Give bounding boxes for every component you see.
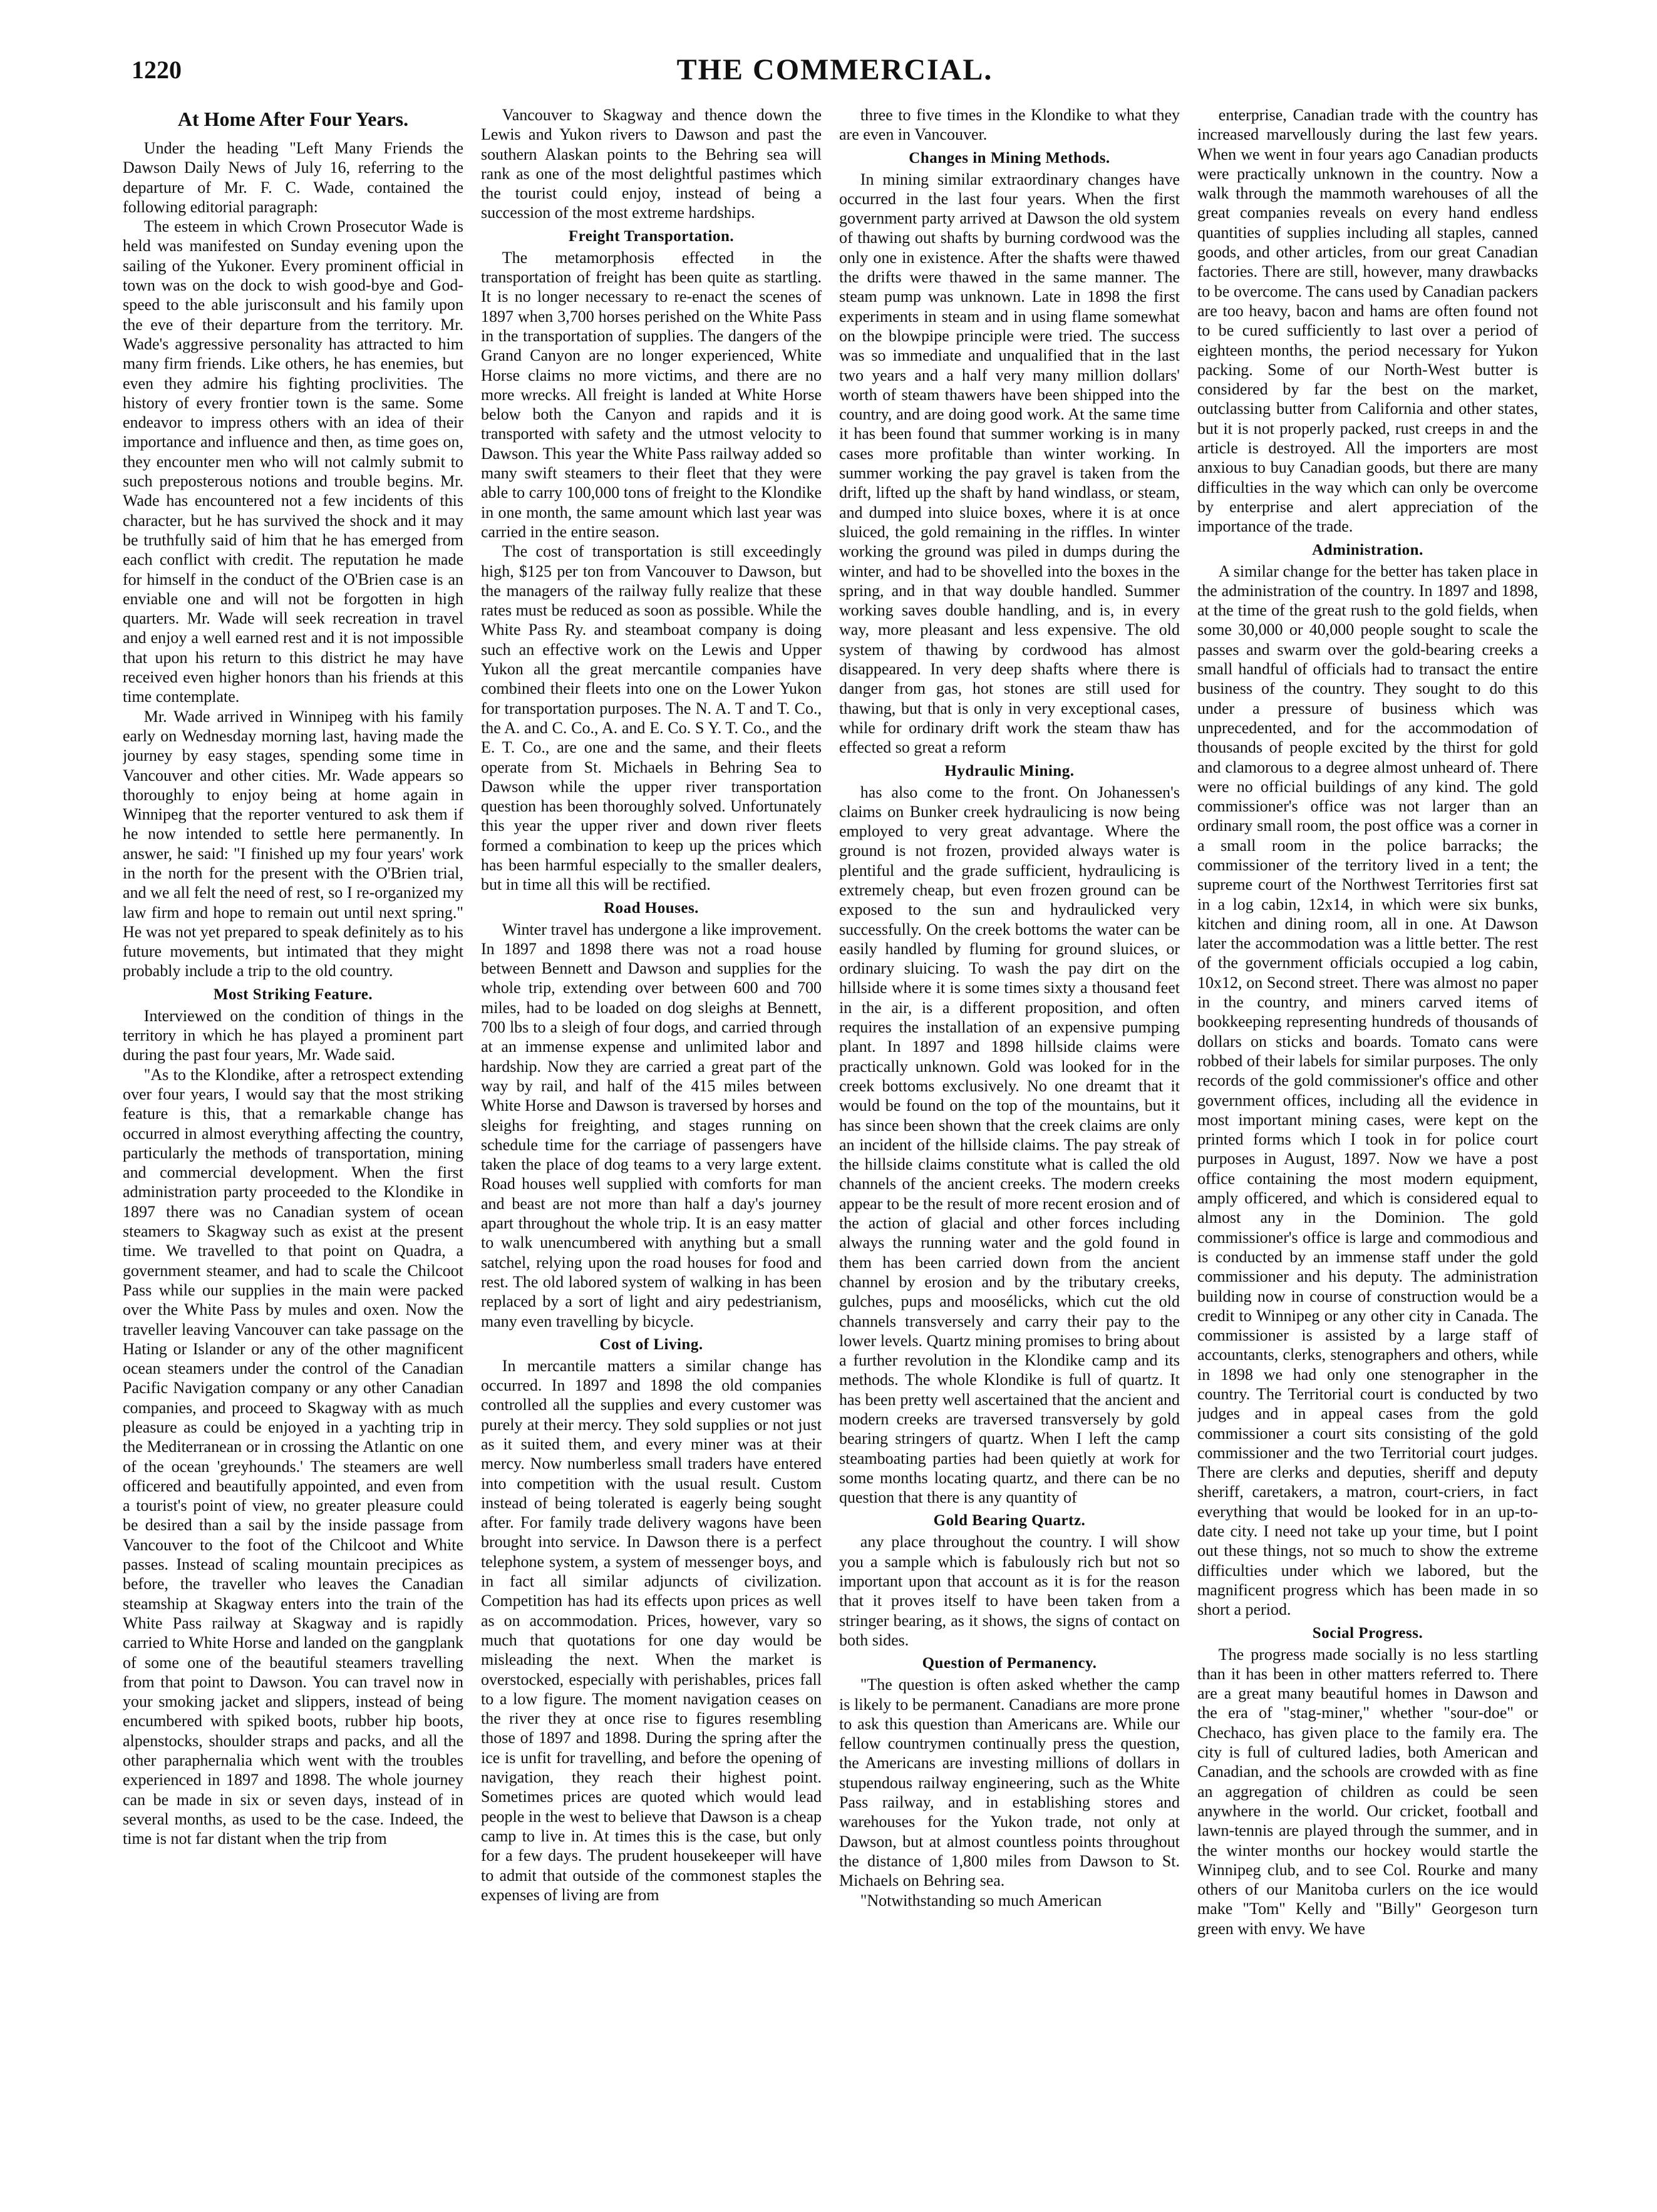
- paragraph: any place throughout the country. I will show you a sample which is fabulously rich but not so important upon that account as it is for the reason that it proves itself to have been taken from a stringer bearing, as it shows, the signs of contact on both sides.: [839, 1533, 1180, 1649]
- section-heading: Most Striking Feature.: [213, 985, 373, 1003]
- column-1: [123, 105, 463, 2196]
- paragraph: The cost of transportation is still exceedingly high, $125 per ton from Vancouver to Dawson, but the managers of the railway fully realize that these rates must be reduced as soon as possible. While the White Pass Ry. and steamboat company is doing such an effective work on the Lewis and Upper Yukon all the great mercantile companies have combined their fleets into one on the Lower Yukon for transportation purposes. The N. A. T and T. Co., the A. and C. Co., A. and E. Co. S Y. T. Co., and the E. T. Co., are one and the same, and their fleets operate from St. Michaels in Behring Sea to Dawson while the upper river transportation question has been thoroughly solved. Unfortunately this year the upper river and down river fleets formed a combination to keep up the prices which has been harmful especially to the smaller dealers, but in time all this will be rectified.: [481, 542, 822, 894]
- paragraph: The metamorphosis effected in the transportation of freight has been quite as startling. It is no longer necessary to re-enact the scenes of 1897 when 3,700 horses perished on the White Pass in the transportation of supplies. The dangers of the Grand Canyon are no longer experienced, White Horse claims no more victims, and there are no more wrecks. All freight is landed at White Horse below both the Canyon and rapids and it is transported with safety and the utmost velocity to Dawson. This year the White Pass railway added so many swift steamers to their fleet that they were able to carry 100,000 tons of freight to the Klondike in one month, the same amount which last year was carried in the entire season.: [481, 248, 822, 541]
- paragraph: The esteem in which Crown Prosecutor Wade is held was manifested on Sunday evening upon the sailing of the Yukoner. Every prominent official in town was on the dock to wish good-bye and God-speed to the able jurisconsult and his family upon the eve of their departure from the territory. Mr. Wade's aggressive personality has attracted to him many firm friends. Like others, he has enemies, but even they admire his fighting proclivities. The history of every frontier town is the same. Some endeavor to impress others with an idea of their importance and influence and then, as time goes on, they encounter men who will not calmly submit to such preposterous notions and trouble begins. Mr. Wade has encountered not a few incidents of this character, but he has survived the shock and it may be truthfully said of him that he has emerged from each conflict with credit. The reputation he made for himself in the conduct of the O'Brien case is an enviable one and will not be forgotten in high quarters. Mr. Wade will seek recreation in travel and enjoy a well earned rest and it is not impossible that upon his return to this district he may have received even higher honors than his friends at this time contemplate.: [123, 217, 463, 706]
- paragraph: "Notwithstanding so much American: [860, 1891, 1102, 1910]
- section-heading: Administration.: [1312, 541, 1423, 558]
- paragraph: three to five times in the Klondike to what they are even in Vancouver.: [839, 106, 1180, 144]
- paragraph: Vancouver to Skagway and thence down the Lewis and Yukon rivers to Dawson and past the southern Alaskan points to the Behring sea will rank as one of the most delightful pastimes which the tourist could enjoy, instead of being a succession of the most extreme hardships.: [481, 106, 822, 222]
- paragraph: enterprise, Canadian trade with the country has increased marvellously during the last few years. When we went in four years ago Canadian products were practically unknown in the country. Now a walk through the mammoth warehouses of all the great companies reveals on every hand endless quantities of supplies including all staples, canned goods, and other articles, from our great Canadian factories. There are still, however, many drawbacks to be overcome. The cans used by Canadian packers are too heavy, bacon and hams are often found not to be cured sufficiently to last over a period of eighteen months, the period necessary for Yukon packing. Some of our North-West butter is considered by far the best on the market, outclassing butter from California and other states, but it is not properly packed, rust creeps in and the article is destroyed. All the importers are most anxious to buy Canadian goods, but there are many difficulties in the way which can only be overcome by enterprise and alert appreciation of the importance of the trade.: [1197, 106, 1538, 536]
- paragraph: "As to the Klondike, after a retrospect extending over four years, I would say that the most striking feature is this, that a remarkable change has occurred in almost everything affecting the country, particularly the methods of transportation, mining and commercial development. When the first administration party proceeded to the Klondike in 1897 there was no Canadian system of ocean steamers to Skagway such as exist at the present time. We travelled to that point on Quadra, a government steamer, and had to scale the Chilcoot Pass while our supplies in the main were packed over the White Pass by mules and oxen. Now the traveller leaving Vancouver can take passage on the Hating or Islander or any of the other magnificent ocean steamers under the control of the Canadian Pacific Navigation company or any other Canadian companies, and proceed to Skagway with as much pleasure as could be enjoyed in a yachting trip in the Mediterranean or in crossing the Atlantic on one of the ocean 'greyhounds.' The steamers are well officered and beautifully appointed, and even from a tourist's point of view, no greater pleasure could be desired than a sail by the inside passage from Vancouver to the foot of the Chilcoot and White passes. Instead of scaling mountain precipices as before, the traveller who leaves the Canadian steamship at Skagway enters into the train of the White Pass railway at Skagway and is rapidly carried to White Horse and landed on the gangplank of some one of the beautiful steamers travelling from that point to Dawson. You can travel now in your smoking jacket and slippers, instead of being encumbered with spiked boots, rubber hip boots, alpenstocks, shoulder straps and packs, and all the other paraphernalia which went with the troubles experienced in 1897 and 1898. The whole journey can be made in six or seven days, instead of in several months, as used to be the case. Indeed, the time is not far distant when the trip from: [123, 1065, 463, 1848]
- section-heading: Question of Permanency.: [922, 1655, 1097, 1672]
- paragraph: In mining similar extraordinary changes have occurred in the last four years. When the first government party arrived at Dawson the old system of thawing out shafts by burning cordwood was the only one in existence. After the shafts were thawed the drifts were thawed in the same manner. The steam pump was unknown. Late in 1898 the first experiments in steam and in using flame somewhat on the blowpipe principle were tried. The success was so immediate and unqualified that in the last two years and a half very many million dollars' worth of steam thawers have been shipped into the country, and are doing good work. At the same time it has been found that summer working is in many cases more profitable than winter working. In summer working the pay gravel is taken from the drift, lifted up the shaft by hand windlass, or steam, and dumped into sluice boxes, where it is at once sluiced, the gold remaining in the riffles. In winter working the ground was piled in dumps during the winter, and had to be shovelled into the boxes in the spring, and in that way double handled. Summer working saves double handling, and is, in every way, more pleasant and less expensive. The old system of thawing by cordwood has almost disappeared. In very deep shafts where there is danger from gas, hot stones are still used for thawing, but that is only in very exceptional cases, while for ordinary drift work the steam thaw has effected so great a reform: [839, 170, 1180, 757]
- column-4: [1197, 105, 1538, 2196]
- paragraph: Winter travel has undergone a like improvement. In 1897 and 1898 there was not a road house between Bennett and Dawson and supplies for the whole trip, extending over between 600 and 700 miles, had to be loaded on dog sleighs at Bennett, 700 lbs to a sleigh of four dogs, and carried through at an immense expense and unlimited labor and hardship. Now they are carried a great part of the way by rail, and half of the 415 miles between White Horse and Dawson is traversed by horses and sleighs for freighting, and stages running on schedule time for the carriage of passengers have taken the place of dog teams to a very large extent. Road houses well supplied with comforts for man and beast are not more than half a day's journey apart throughout the whole trip. It is an easy matter to walk unencumbered with anything but a small satchel, relying upon the road houses for food and rest. The old labored system of walking in has been replaced by a sort of light and airy pedestrianism, many even travelling by bicycle.: [481, 920, 822, 1330]
- page-header: [132, 53, 1538, 103]
- section-heading: Road Houses.: [604, 899, 699, 917]
- article-columns: [123, 105, 1538, 2196]
- masthead: THE COMMERCIAL.: [676, 53, 993, 86]
- column-2: [481, 105, 822, 2196]
- paragraph: In mercantile matters a similar change has occurred. In 1897 and 1898 the old companies controlled all the supplies and every customer was purely at their mercy. They sold supplies or not just as it suited them, and every miner was at their mercy. Now numberless small traders have entered into competition with the usual result. Custom instead of being tolerated is eagerly being sought after. For family trade delivery wagons have been brought into service. In Dawson there is a perfect telephone system, a system of messenger boys, and in fact all similar adjuncts of civilization. Competition has had its effects upon prices as well as on accommodation. Prices, however, vary so much that quotations for one day would be misleading the next. When the market is overstocked, especially with perishables, prices fall to a low figure. The moment navigation ceases on the river they at once rise to figures resembling those of 1897 and 1898. During the spring after the ice is unfit for travelling, and before the opening of navigation, they reach their highest point. Sometimes prices are quoted which would lead people in the west to believe that Dawson is a cheap camp to live in. At times this is the case, but only for a few days. The prudent housekeeper will have to admit that outside of the commonest staples the expenses of living are from: [481, 1356, 822, 1904]
- article-title: At Home After Four Years.: [177, 108, 409, 130]
- paragraph: A similar change for the better has taken place in the administration of the country. In 1897 and 1898, at the time of the great rush to the gold fields, when some 30,000 or 40,000 people sought to scale the passes and swarm over the gold-bearing creeks a small handful of officials had to transact the entire business of the country. They sought to do this under a pressure of business which was unprecedented, and for the accommodation of thousands of people excited by the thirst for gold and clamorous to a degree almost unheard of. There were no official buildings of any kind. The gold commissioner's office was not larger than an ordinary small room, the post office was a corner in a small room in the police barracks; the commissioner of the territory lived in a tent; the supreme court of the Northwest Territories first sat in a log cabin, 12x14, in which were six bunks, kitchen and dining room, all in one. At Dawson later the accommodation was a little better. The rest of the government officials occupied a log cabin, 10x12, on Second street. There was almost no paper in the country, and miners carved items of bookkeeping representing hundreds of thousands of dollars on sticks and boards. Tomato cans were robbed of their labels for similar purposes. The only records of the gold commissioner's office and other government offices, including all the evidence in most important mining cases, were kept on the printed forms which I took in for police court purposes in August, 1897. Now we have a post office containing the most modern equipment, amply officered, and which is considered equal to almost any in the Dominion. The gold commissioner's office is large and commodious and is conducted by an immense staff under the gold commissioner and his deputy. The administration building now in course of construction would be a credit to Winnipeg or any other city in Canada. The commissioner is assisted by a large staff of accountants, clerks, stenographers and others, while in 1898 we had only one stenographer in the country. The Territorial court is conducted by two judges and in appeal cases from the gold commissioner a court sits consisting of the gold commissioner and the two Territorial court judges. There are clerks and deputies, sheriff and deputy sheriff, caretakers, a matron, court-criers, in fact everything that would be looked for in an up-to-date city. I need not take up your time, but I point out these things, not so much to show the extreme difficulties under which we labored, but the magnificent progress which has been made in so short a period.: [1197, 562, 1538, 1619]
- paragraph: "The question is often asked whether the camp is likely to be permanent. Canadians are more prone to ask this question than Americans are. While our fellow countrymen continually press the question, the Americans are investing millions of dollars in stupendous railway engineering, such as the White Pass railway, and in establishing stores and warehouses for the Yukon trade, not only at Dawson, but at almost countless points throughout the distance of 1,800 miles from Dawson to St. Michaels on Behring sea.: [839, 1675, 1180, 1890]
- paragraph: The progress made socially is no less startling than it has been in other matters referred to. There are a great many beautiful homes in Dawson and the era of "stag-miner," whether "sour-doe" or Chechaco, has given place to the family era. The city is full of cultured ladies, both American and Canadian, and the schools are crowded with as fine an aggregation of children as could be seen anywhere in the world. Our cricket, football and lawn-tennis are played through the summer, and in the winter months our hockey would startle the Winnipeg club, and to see Col. Rourke and many others of our Manitoba curlers on the ice would make "Tom" Kelly and "Billy" Georgeson turn green with envy. We have: [1197, 1645, 1538, 1938]
- section-heading: Hydraulic Mining.: [944, 762, 1075, 779]
- page-number: 1220: [132, 56, 182, 84]
- section-heading: Changes in Mining Methods.: [909, 149, 1110, 167]
- column-3: [839, 105, 1180, 2196]
- section-heading: Gold Bearing Quartz.: [933, 1512, 1086, 1530]
- paragraph: Mr. Wade arrived in Winnipeg with his family early on Wednesday morning last, having made the journey by easy stages, spending some time in Vancouver and other cities. Mr. Wade appears so thoroughly to enjoy being at home again in Winnipeg that the reporter ventured to ask them if he now intended to settle here permanently. In answer, he said: "I finished up my four years' work in the north for the present with the O'Brien trial, and we all felt the need of rest, so I re-organized my law firm and hope to remain out until next spring." He was not yet prepared to speak definitely as to his future movements, but intimated that they might probably include a trip to the old country.: [123, 707, 463, 980]
- paragraph: has also come to the front. On Johanessen's claims on Bunker creek hydraulicing is now being employed to very great advantage. Where the ground is not frozen, provided always water is plentiful and the grade sufficient, hydraulicing is extremely cheap, but even frozen ground can be exposed to the sun and hydraulicked very successfully. On the creek bottoms the water can be easily handled by fluming for ground sluices, or ordinary sluicing. To wash the pay dirt on the hillside where it is some times sixty a thousand feet in the air, is a different proposition, and often requires the installation of an expensive pumping plant. In 1897 and 1898 hillside claims were practically unknown. Gold was looked for in the creek bottoms exclusively. No one dreamt that it would be found on the top of the mountains, but it has since been shown that the creek claims are only an incident of the hillside claims. The pay streak of the hillside claims constitute what is called the old channels of the ancient creeks. The modern creeks appear to be the result of more recent erosion and of the action of glacial and other forces including always the running water and the gold found in them has been carried down from the ancient channel by erosion and by the tributary creeks, gulches, pups and moosélicks, which cut the old channels transversely and carry their pay to the lower levels. Quartz mining promises to bring about a further revolution in the Klondike camp and its methods. The whole Klondike is full of quartz. It has been pretty well ascertained that the ancient and modern creeks are traversed transversely by gold bearing stringers of quartz. When I left the camp steamboating parties had been quietly at work for some months locating quartz, and there can be no question that there is any quantity of: [839, 783, 1180, 1507]
- paragraph: Under the heading "Left Many Friends the Dawson Daily News of July 16, referring to the departure of Mr. F. C. Wade, contained the following editorial paragraph:: [123, 139, 463, 216]
- paragraph: Interviewed on the condition of things in the territory in which he has played a prominent part during the past four years, Mr. Wade said.: [123, 1006, 463, 1064]
- section-heading: Freight Transportation.: [568, 227, 735, 245]
- section-heading: Cost of Living.: [599, 1335, 703, 1353]
- section-heading: Social Progress.: [1312, 1624, 1423, 1642]
